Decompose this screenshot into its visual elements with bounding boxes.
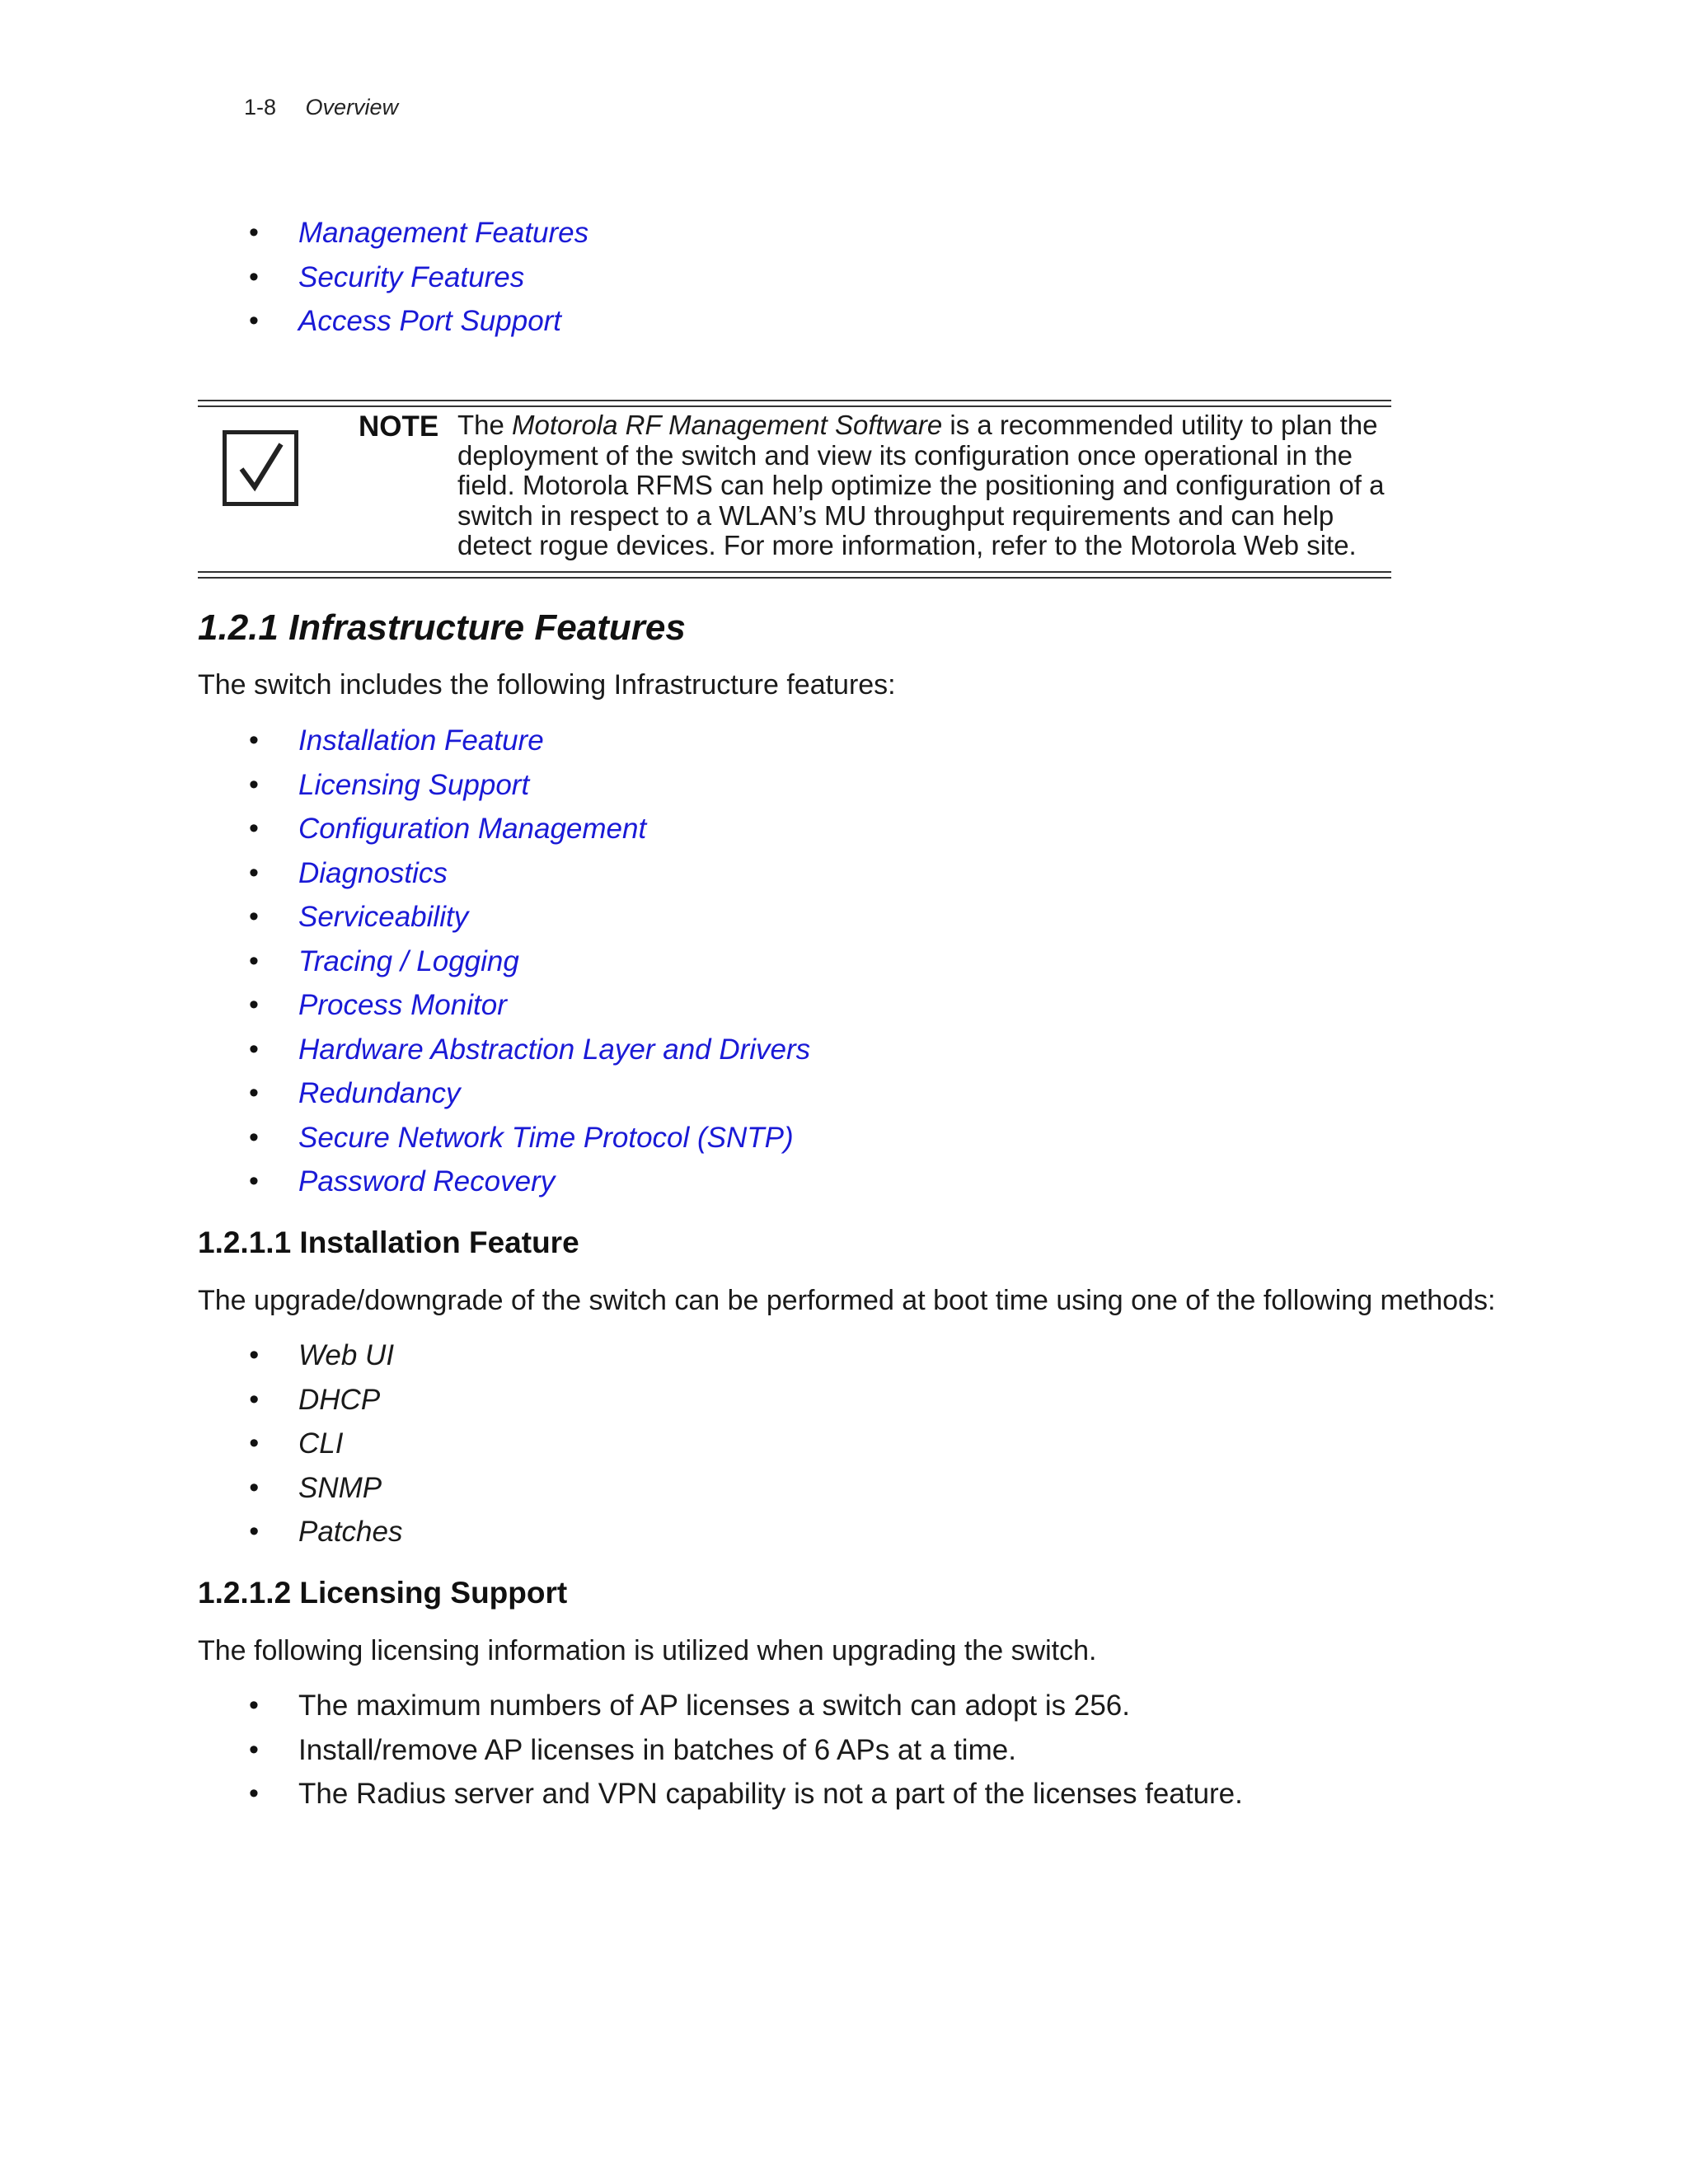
bullet-icon: • [249,856,259,888]
licensing-intro: The following licensing information is utilized when upgrading the switch. [198,1635,1097,1666]
diagnostics-link[interactable]: Diagnostics [298,856,448,889]
licensing-item: Install/remove AP licenses in batches of 6 APs at a time. [298,1733,1016,1766]
method-web-ui: Web UI [298,1339,395,1371]
bullet-icon: • [249,260,259,293]
bullet-icon: • [249,217,259,248]
bullet-icon: • [249,1121,259,1153]
infrastructure-intro: The switch includes the following Infrastructure features: [198,669,896,701]
note-top-rule-inner [198,405,1391,407]
bullet-icon: • [249,989,259,1020]
note-label: NOTE [359,410,439,443]
installation-feature-link[interactable]: Installation Feature [298,724,544,757]
page-number: 1-8 [244,95,277,120]
licensing-support-link[interactable]: Licensing Support [298,768,530,801]
licensing-item: The Radius server and VPN capability is not a part of the licenses feature. [298,1778,1243,1810]
bullet-icon: • [249,724,259,756]
note-text [457,410,1389,561]
checkmark-icon [223,430,298,506]
sntp-link[interactable]: Secure Network Time Protocol (SNTP) [298,1121,794,1154]
installation-intro: The upgrade/downgrade of the switch can be performed at boot time using one of the following methods: [198,1285,1496,1316]
note-text-prefix: The [457,410,513,440]
note-box [198,400,1391,580]
bullet-icon: • [249,305,259,336]
method-dhcp: DHCP [298,1383,381,1416]
licensing-item: The maximum numbers of AP licenses a switch can adopt is 256. [298,1690,1131,1722]
note-top-rule [198,400,1391,401]
management-features-link[interactable]: Management Features [298,217,589,249]
bullet-icon: • [249,1165,259,1197]
bullet-icon: • [249,1733,259,1765]
tracing-logging-link[interactable]: Tracing / Logging [298,944,519,977]
configuration-management-link[interactable]: Configuration Management [298,813,647,845]
note-bottom-rule [198,577,1391,579]
process-monitor-link[interactable]: Process Monitor [298,989,507,1021]
bullet-icon: • [249,1339,259,1371]
bullet-icon: • [249,901,259,932]
running-section-name: Overview [305,95,399,120]
note-text-rest: is a recommended utility to plan the deployment of the switch and view its configuration once operational in the field. Motorola RFMS can help optimize the positioning and configuration of a switch in respect to a WLAN’s MU throughput requirements and can help detect rogue devices. For more information, refer to the Motorola Web site. [457,410,1385,560]
access-port-support-link[interactable]: Access Port Support [298,305,562,337]
password-recovery-link[interactable]: Password Recovery [298,1165,556,1197]
method-cli: CLI [298,1427,344,1460]
serviceability-link[interactable]: Serviceability [298,901,469,933]
hardware-abstraction-link[interactable]: Hardware Abstraction Layer and Drivers [298,1033,811,1066]
bullet-icon: • [249,768,259,800]
method-patches: Patches [298,1516,403,1548]
running-header [244,92,398,122]
bullet-icon: • [249,1077,259,1108]
bullet-icon: • [249,1778,259,1809]
note-bottom-rule-inner [198,571,1391,573]
bullet-icon: • [249,1427,259,1459]
bullet-icon: • [249,1033,259,1065]
bullet-icon: • [249,1383,259,1415]
bullet-icon: • [249,1471,259,1503]
bullet-icon: • [249,944,259,977]
note-text-emphasis: Motorola RF Management Software [512,410,943,440]
method-snmp: SNMP [298,1471,382,1504]
security-features-link[interactable]: Security Features [298,260,525,293]
section-heading-infrastructure: 1.2.1 Infrastructure Features [198,607,686,648]
bullet-icon: • [249,813,259,844]
redundancy-link[interactable]: Redundancy [298,1077,461,1109]
subsection-heading-licensing: 1.2.1.2 Licensing Support [198,1576,568,1610]
bullet-icon: • [249,1690,259,1721]
subsection-heading-installation: 1.2.1.1 Installation Feature [198,1226,579,1259]
bullet-icon: • [249,1516,259,1547]
